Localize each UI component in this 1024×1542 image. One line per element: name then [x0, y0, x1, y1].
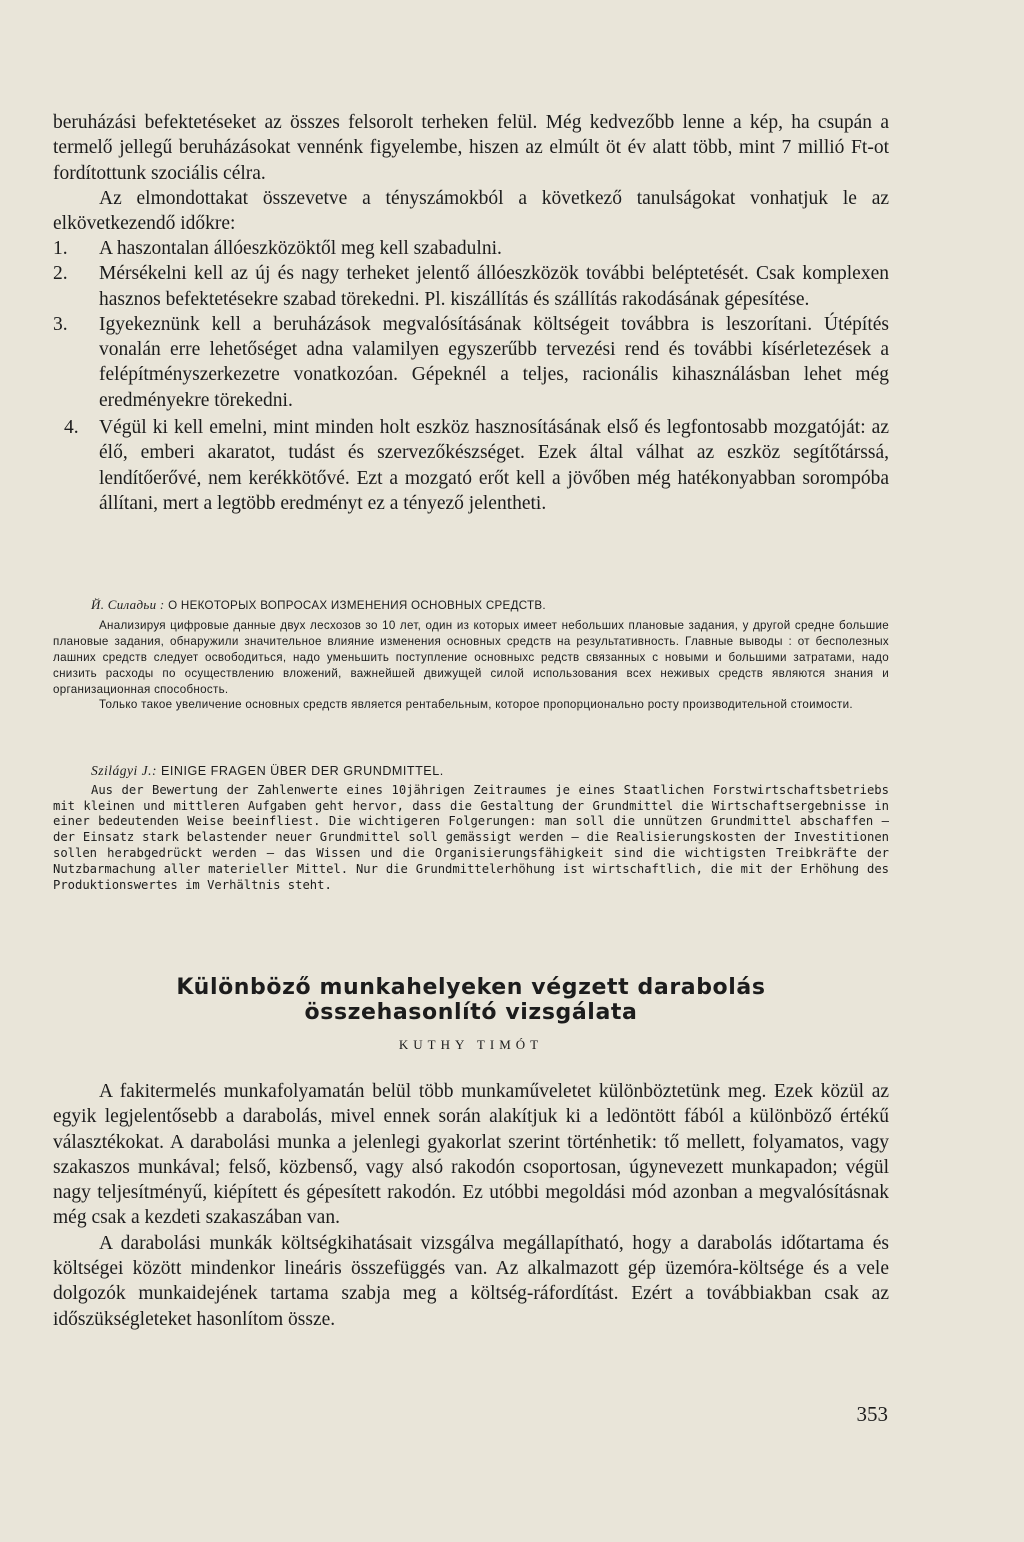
list-item	[53, 261, 889, 312]
paragraph: Az elmondottakat összevetve a tényszámokból a következő tanulságokat vonhatjuk le az elkövetkezendő időkre:	[53, 187, 889, 235]
list-number: 2.	[53, 263, 68, 285]
list-number: 4.	[64, 417, 79, 439]
paragraph: A darabolási munkák költségkihatásait vizsgálva megállapítható, hogy a darabolás időtartama és költségei között mindenkor lineáris összefüggés van. Az alkalmazott gép üzemóra-költsége és a vele dolgozók munkaidejének tartama szabja meg a költség-ráfordítást. Ezért a továbbiakban csak az időszükségleteket hasonlítom össze.	[53, 1232, 889, 1330]
list-item	[53, 312, 889, 413]
paragraph: beruházási befektetéseket az összes felsorolt terheken felül. Még kedvezőbb lenne a kép, ha csupán a termelő jellegű beruházásokat vennénk figyelembe, hiszen az elmúlt öt év alatt több, mint 7 millió Ft-ot fordítottunk szociális célra.	[53, 112, 889, 184]
intro-text	[53, 110, 889, 236]
list-item	[53, 415, 889, 516]
list-text: Mérsékelni kell az új és nagy terheket jelentő állóeszközök további beléptetését. Csak komplexen hasznos befektetésekre szabad törekedni. Pl. kiszállítás és szállítás rakodásának gépesítése.	[99, 263, 889, 310]
list-text: A haszontalan állóeszközöktől meg kell szabadulni.	[99, 238, 502, 259]
paragraph: A fakitermelés munkafolyamatán belül több munkaműveletet különböztetünk meg. Ezek közül az egyik legjelentősebb a darabolás, mivel ennek során alakítjuk ki a ledöntött fából a különböző értékű választékokat. A darabolási munka a jelenlegi gyakorlat szerint történhetik: tő mellett, folyamatos, vagy szakaszos munkával; felső, közbenső, vagy alsó rakodón csoportosan, úgynevezett munkapadon; végül nagy teljesítményű, kiépített és gépesített rakodón. Ez utóbbi megoldási mód azonban a megvalósításnak még csak a kezdeti szakaszában van.	[53, 1081, 889, 1229]
list-number: 1.	[53, 238, 68, 259]
list-text: Végül ki kell emelni, mint minden holt eszköz hasznosításának első és legfontosabb mozgatóját: az élő, emberi akaratot, tudást és szervezőkészséget. Ezek által válhat az eszköz segítőtárssá, lendítőerővé, nem kerékkötővé. Ezt a mozgató erőt kell a jövőben még hatékonyabban sorompóba állítani, mert a legtöbb eredményt ez a tényező jelentheti.	[99, 417, 889, 514]
list-item	[53, 236, 889, 261]
conclusions-list	[53, 236, 889, 516]
summary-author: Szilágyi J.:	[91, 763, 157, 778]
summary-paragraph: Анализируя цифровые данные двух лесхозов зо 10 лет, один из которых имеет небольших плановые задания, у другой средне большие плановые задания, обнаружили значительное влияние изменения основных средств на результативность. Главные выводы : от бесполезных лашних средств следует освободиться, надо уменьшить поступление основныхс редств связанных с новыми и большими затратами, надо снизить расходы по осуществлению вложений, важнейшей движущей силой использования всех неживых средств являются знания и организационная способность.	[53, 618, 889, 696]
page-number: 353	[856, 1402, 888, 1426]
summary-heading	[53, 763, 889, 780]
summary-title: EINIGE FRAGEN ÜBER DER GRUNDMITTEL.	[161, 764, 444, 778]
summary-title: О НЕКОТОРЫХ ВОПРОСАХ ИЗМЕНЕНИЯ ОСНОВНЫХ СРЕДСТВ.	[168, 599, 546, 612]
list-text: Igyekeznünk kell a beruházások megvalósításának költségeit továbbra is leszorítani. Útépítés vonalán erre lehetőséget adna valamilyen egyszerűbb tervezési rend és további kísérletezések a felépítményszerkezetre vonatkozóan. Gépeknél a teljes, racionális kihasználásban lehet még eredményekre törekedni.	[99, 313, 889, 411]
summary-heading	[53, 597, 889, 614]
article-title-line: összehasonlító vizsgálata	[304, 1000, 638, 1025]
article-title	[53, 975, 889, 1025]
summary-paragraph: Только такое увеличение основных средств является рентабельным, которое пропорционально росту производительной стоимости.	[99, 698, 853, 712]
article-title-line: Különböző munkahelyeken végzett darabolás	[176, 975, 766, 1000]
summary-german	[53, 763, 889, 893]
summary-paragraph: Aus der Bewertung der Zahlenwerte eines 10jährigen Zeitraumes je eines Staatlichen Forstwirtschaftsbetriebs mit kleinen und mittleren Aufgaben geht hervor, dass die Gestaltung der Grundmittel die Wirtschaftsergebnisse in einer bedeutenden Weise beeinfliest. Die wichtigeren Folgerungen: man soll die unnützen Grundmittel abschaffen — der Einsatz stark belastender neuer Grundmittel soll gemässigt werden — die Realisierungskosten der Investitionen sollen herabgedrückt werden — das Wissen und die Organisierungsfähigkeit sind die wichtigsten Treibkräfte der Nutzbarmachung aller materieller Mittel. Nur die Grundmittelerhöhung ist wirtschaftlich, die mit der Erhöhung des Produktionswertes im Verhältnis steht.	[53, 782, 889, 892]
summary-author: Й. Силадьи :	[91, 597, 165, 612]
article-body	[53, 1079, 889, 1332]
article-author: KUTHY TIMÓT	[398, 1037, 544, 1052]
summary-russian	[53, 597, 889, 713]
list-number: 3.	[53, 313, 68, 335]
